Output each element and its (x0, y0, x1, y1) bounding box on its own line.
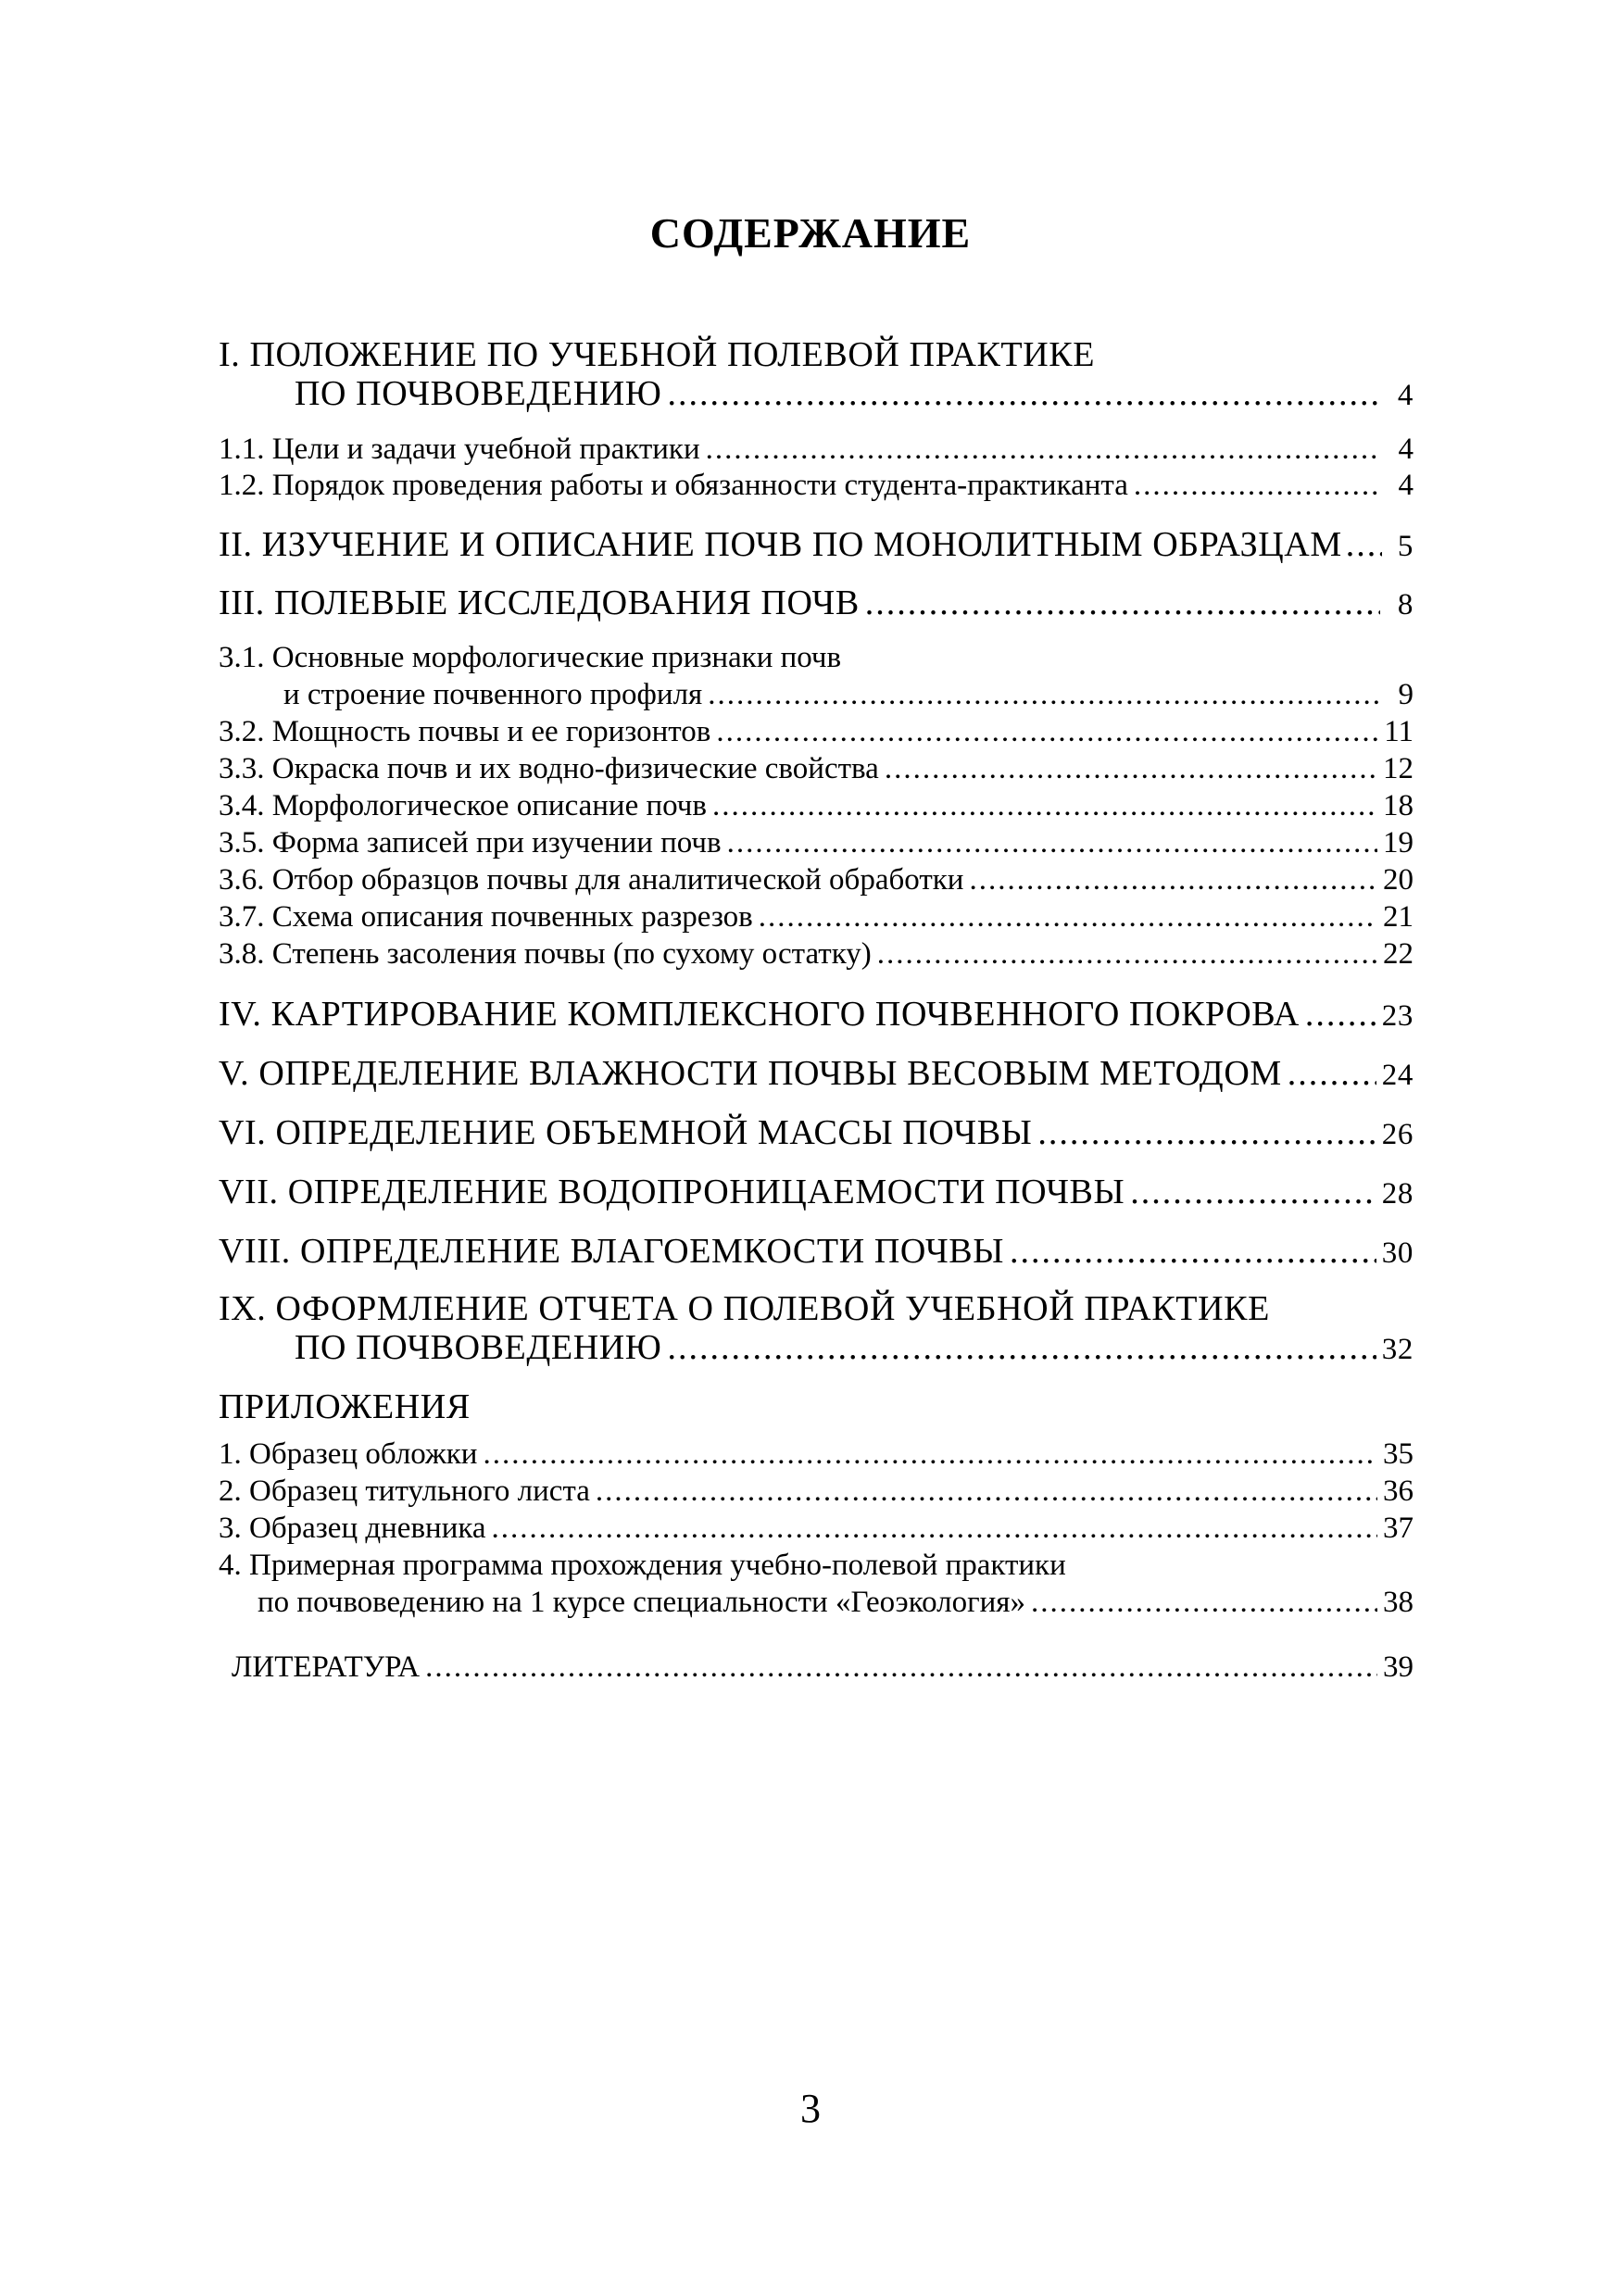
dot-leader (885, 750, 1377, 787)
toc-page-number: 24 (1381, 1059, 1414, 1092)
dot-leader (716, 713, 1378, 750)
toc-entry-label: IV. КАРТИРОВАНИЕ КОМПЛЕКСНОГО ПОЧВЕННОГО ПОКРОВА (219, 995, 1300, 1034)
toc-entry-label-continued: ПО ПОЧВОВЕДЕНИЮ (295, 1328, 662, 1367)
toc-entry-label: 2. Образец титульного листа (219, 1474, 590, 1508)
dot-leader (1130, 1173, 1376, 1211)
toc-page-number: 4 (1398, 469, 1414, 502)
toc-entry-label: III. ПОЛЕВЫЕ ИССЛЕДОВАНИЯ ПОЧВ (219, 583, 860, 622)
page-title: СОДЕРЖАНИЕ (649, 209, 972, 257)
toc-entry-label-continued: и строение почвенного профиля (283, 678, 703, 711)
dot-leader (1305, 995, 1376, 1034)
toc-entry-section-8[interactable] (219, 1232, 1414, 1272)
toc-entry-appendix-1[interactable] (219, 1436, 1414, 1473)
toc-page-number: 22 (1383, 937, 1414, 971)
page-number: 3 (800, 2086, 821, 2131)
toc-entry-subsection-3-1[interactable] (219, 639, 1414, 713)
toc-page-number: 36 (1383, 1474, 1414, 1508)
toc-page-number: 35 (1383, 1437, 1414, 1471)
toc-entry-label: 1.2. Порядок проведения работы и обязанности студента-практиканта (219, 469, 1128, 502)
toc-entry-label: 3.7. Схема описания почвенных разрезов (219, 900, 753, 934)
toc-entry-label: 3.4. Морфологическое описание почв (219, 789, 707, 822)
dot-leader (1037, 1113, 1376, 1152)
toc-page-number: 4 (1398, 433, 1414, 466)
toc-page-number: 12 (1383, 752, 1414, 785)
toc-page-number: 9 (1398, 678, 1414, 711)
dot-leader (969, 861, 1377, 898)
toc-entry-appendix-2[interactable] (219, 1473, 1414, 1510)
dot-leader (1010, 1232, 1376, 1271)
toc-entry-label: 3.8. Степень засоления почвы (по сухому остатку) (219, 937, 872, 971)
toc-entry-label: 3. Образец дневника (219, 1512, 486, 1545)
toc-entry-label: VII. ОПРЕДЕЛЕНИЕ ВОДОПРОНИЦАЕМОСТИ ПОЧВЫ (219, 1173, 1125, 1211)
toc-entry-section-9[interactable] (219, 1289, 1414, 1368)
toc-entry-label-continued: по почвоведению на 1 курсе специальности «Геоэкология» (258, 1586, 1025, 1619)
toc-entry-label: IX. ОФОРМЛЕНИЕ ОТЧЕТА О ПОЛЕВОЙ УЧЕБНОЙ ПРАКТИКЕ (219, 1289, 1270, 1328)
toc-entry-subsection-3-4[interactable] (219, 787, 1414, 824)
toc-page-number: 19 (1383, 826, 1414, 859)
dot-leader (492, 1510, 1377, 1547)
toc-entry-subsection-3-7[interactable] (219, 898, 1414, 935)
toc-page-number: 11 (1384, 715, 1414, 748)
dot-leader (596, 1473, 1377, 1510)
toc-entry-label: 3.3. Окраска почв и их водно-физические свойства (219, 752, 879, 785)
toc-page-number: 28 (1381, 1177, 1414, 1211)
toc-page-number: 26 (1381, 1118, 1414, 1151)
toc-page-number: 18 (1383, 789, 1414, 822)
toc-entry-subsection-3-3[interactable] (219, 750, 1414, 787)
toc-entry-label: 3.1. Основные морфологические признаки почв (219, 641, 842, 674)
dot-leader (877, 935, 1377, 972)
dot-leader (712, 787, 1377, 824)
dot-leader (483, 1436, 1377, 1473)
dot-leader (706, 431, 1380, 468)
dot-leader (1346, 525, 1382, 564)
toc-page-number: 20 (1383, 863, 1414, 897)
toc-entry-label: 1. Образец обложки (219, 1437, 478, 1471)
dot-leader (1288, 1054, 1376, 1093)
dot-leader (865, 583, 1380, 622)
toc-entry-subsection-1-1[interactable] (219, 431, 1414, 468)
toc-page-number: 37 (1383, 1512, 1414, 1545)
appendix-heading-label: ПРИЛОЖЕНИЯ (219, 1387, 471, 1426)
toc-entry-label: ЛИТЕРАТУРА (232, 1650, 421, 1684)
toc-entry-section-2[interactable] (219, 525, 1414, 565)
toc-entry-literature[interactable] (219, 1649, 1414, 1686)
toc-page-number: 30 (1381, 1236, 1414, 1270)
toc-entry-label: 4. Примерная программа прохождения учебно-полевой практики (219, 1549, 1066, 1582)
toc-entry-appendix-3[interactable] (219, 1510, 1414, 1547)
dot-leader (727, 824, 1377, 861)
toc-entry-label-continued: ПО ПОЧВОВЕДЕНИЮ (295, 374, 662, 413)
toc-entry-subsection-3-5[interactable] (219, 824, 1414, 861)
toc-page-number: 5 (1397, 530, 1414, 563)
toc-entry-appendix-4[interactable] (219, 1547, 1414, 1621)
dot-leader (667, 1328, 1376, 1367)
toc-entry-subsection-3-2[interactable] (219, 713, 1414, 750)
dot-leader (1031, 1584, 1377, 1621)
toc-page-number: 39 (1383, 1650, 1414, 1684)
dot-leader (708, 676, 1380, 713)
toc-entry-label: VI. ОПРЕДЕЛЕНИЕ ОБЪЕМНОЙ МАССЫ ПОЧВЫ (219, 1113, 1033, 1152)
toc-entry-label: 3.2. Мощность почвы и ее горизонтов (219, 715, 711, 748)
toc-page-number: 23 (1381, 999, 1414, 1033)
dot-leader (667, 374, 1380, 413)
toc-page-number: 21 (1383, 900, 1414, 934)
toc-entry-label: V. ОПРЕДЕЛЕНИЕ ВЛАЖНОСТИ ПОЧВЫ ВЕСОВЫМ МЕТОДОМ (219, 1054, 1282, 1093)
toc-entry-label: VIII. ОПРЕДЕЛЕНИЕ ВЛАГОЕМКОСТИ ПОЧВЫ (219, 1232, 1004, 1271)
toc-entry-section-3[interactable] (219, 583, 1414, 623)
toc-page-number: 4 (1397, 379, 1414, 412)
dot-leader (1134, 467, 1380, 504)
toc-page-number: 38 (1383, 1586, 1414, 1619)
toc-entry-section-6[interactable] (219, 1113, 1414, 1153)
toc-entry-section-7[interactable] (219, 1173, 1414, 1212)
toc-entry-section-1[interactable] (219, 335, 1414, 414)
appendix-heading (219, 1387, 1414, 1426)
toc-entry-subsection-3-8[interactable] (219, 935, 1414, 972)
toc-entry-subsection-3-6[interactable] (219, 861, 1414, 898)
toc-entry-label: 3.6. Отбор образцов почвы для аналитической обработки (219, 863, 964, 897)
toc-entry-subsection-1-2[interactable] (219, 467, 1414, 504)
dot-leader (425, 1649, 1377, 1686)
toc-page-number: 32 (1381, 1333, 1414, 1366)
toc-entry-section-5[interactable] (219, 1054, 1414, 1094)
toc-entry-label: II. ИЗУЧЕНИЕ И ОПИСАНИЕ ПОЧВ ПО МОНОЛИТНЫМ ОБРАЗЦАМ (219, 525, 1342, 564)
dot-leader (759, 898, 1377, 935)
toc-entry-label: I. ПОЛОЖЕНИЕ ПО УЧЕБНОЙ ПОЛЕВОЙ ПРАКТИКЕ (219, 335, 1096, 374)
toc-page-number: 8 (1397, 588, 1414, 621)
toc-entry-label: 3.5. Форма записей при изучении почв (219, 826, 722, 859)
toc-entry-section-4[interactable] (219, 995, 1414, 1035)
toc-entry-label: 1.1. Цели и задачи учебной практики (219, 433, 700, 466)
